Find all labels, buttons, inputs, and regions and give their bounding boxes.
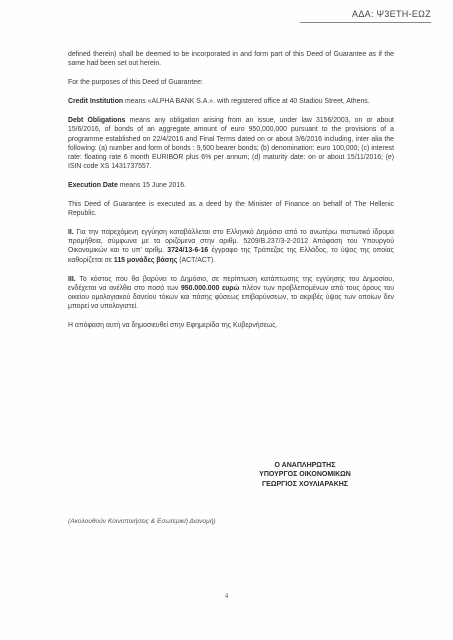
definition-debt-obligations bbox=[68, 116, 394, 171]
signature-name: ΓΕΩΡΓΙΟΣ ΧΟΥΛΙΑΡΑΚΗΣ bbox=[261, 480, 349, 488]
term-debt-obligations: Debt Obligations bbox=[68, 117, 126, 125]
bank-of-greece-ref: 3724/13-6-16 bbox=[167, 247, 209, 255]
definition-credit-text: means «ALPHA BANK S.A.». with registered office at 40 Stadiou Street, Athens. bbox=[123, 98, 370, 106]
paragraph-executed-deed: This Deed of Guarantee is executed as a deed by the Minister of Finance on behalf of The Hellenic Republic. bbox=[68, 201, 394, 218]
section-iii-number: III. bbox=[68, 275, 76, 283]
basis-points: 115 μονάδες βάσης bbox=[113, 256, 178, 264]
paragraph-ii-fee bbox=[68, 228, 394, 264]
section-ii-text-c: έγγραφο της Τράπεζας της Ελλάδος, το ύψος της οποίας καθορίζεται σε bbox=[68, 247, 394, 264]
paragraph-intro: defined therein) shall be deemed to be incorporated in and form part of this Deed of Guarantee as if the same had been set out herein. bbox=[68, 51, 394, 68]
section-iii-text-c: πλέον των προβλεπομένων από τους όρους του οικείου ομολογιακού δανείου τόκων και πάσης φύσεως επιβαρύνσεων, το ακριβές ύψος των οποίων δεν μπορεί να υπολογιστεί. bbox=[68, 284, 394, 310]
definition-credit-institution bbox=[68, 97, 394, 106]
section-ii-text-a: Για την παρεχόμενη εγγύηση καταβάλλεται στο Ελληνικό Δημόσιο από το ανωτέρω πιστωτικό ίδρυμα προμήθεια, σύμφωνα με τα οριζόμενα στην αριθμ. 5209/Β.237/3-2-2012 Απόφαση του Υπουργού Οικονομικών και το υπ' αριθμ. bbox=[68, 229, 394, 255]
signature-title: Ο ΑΝΑΠΛΗΡΩΤΗΣ bbox=[274, 462, 336, 469]
definition-execution-date bbox=[68, 181, 394, 190]
section-ii-text-e: (ACT/ACT). bbox=[177, 256, 216, 264]
definition-debt-text: means any obligation arising from an issue, under law 3156/2003, on or about 15/6/2016, of bonds of an aggregate amount of euro 950,000,000 pursuant to the provisions of a programme established on 22/4/2016 and Final Terms dated on or about 3/6/2016 including, inter alia the following: (a) number and form of bonds : 9,500 bearer bonds; (b) denomination: euro 100,000; (c) interest rate: floating rate 6 month EURIBOR plus 6% per annum; (d) maturity date: on or about 15/11/2016; (e) ISIN code XS 1431737557. bbox=[68, 117, 394, 170]
paragraph-iii-cost bbox=[68, 275, 394, 311]
term-credit-institution: Credit Institution bbox=[68, 98, 124, 106]
ada-code: ΑΔΑ: Ψ3ΕΤΗ-ΕΩΖ bbox=[352, 9, 431, 19]
paragraph-publication: Η απόφαση αυτή να δημοσιευθεί στην Εφημερίδα της Κυβερνήσεως. bbox=[68, 321, 278, 329]
page-number: 4 bbox=[224, 592, 229, 600]
term-execution-date: Execution Date bbox=[68, 181, 118, 189]
document-body bbox=[68, 50, 394, 340]
guarantee-amount: 950.000.000 ευρώ bbox=[180, 284, 240, 292]
signature-ministry: ΥΠΟΥΡΓΟΣ ΟΙΚΟΝΟΜΙΚΩΝ bbox=[259, 471, 351, 479]
section-ii-number: II. bbox=[68, 229, 74, 237]
distribution-note: (Ακολουθούν Κοινοποιήσεις & Εσωτερική Διανομή) bbox=[68, 518, 216, 525]
header-rule bbox=[300, 22, 431, 23]
paragraph-purposes: For the purposes of this Deed of Guarantee: bbox=[68, 79, 203, 87]
section-iii-text-a: Το κόστος που θα βαρύνει το Δημόσιο, σε περίπτωση κατάπτωσης της εγγύησης του Δημοσίου, ενδέχεται να ανέλθει στο ποσό των bbox=[68, 275, 394, 292]
signature-block bbox=[230, 461, 380, 489]
definition-execution-text: means 15 June 2016. bbox=[117, 181, 186, 189]
